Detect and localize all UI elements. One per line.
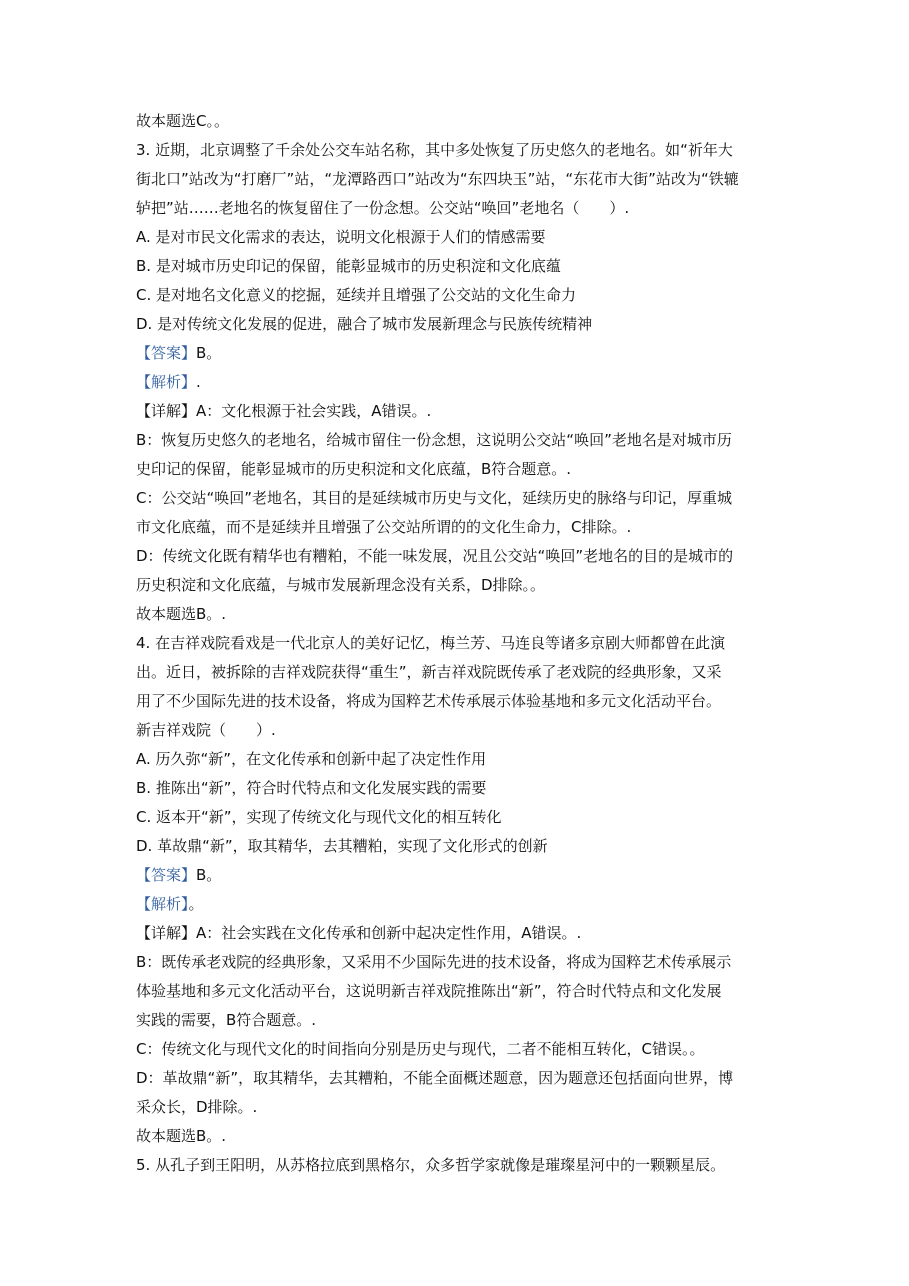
line-text: A. 历久弥“新”，在文化传承和创新中起了决定性作用 bbox=[136, 750, 487, 768]
line-text: 。 bbox=[188, 895, 204, 913]
text-line bbox=[136, 919, 773, 948]
line-text: C. 是对地名文化意义的挖掘，延续并且增强了公交站的文化生命力 bbox=[136, 286, 577, 304]
text-line bbox=[136, 165, 773, 194]
text-line bbox=[136, 397, 773, 426]
text-line bbox=[136, 1093, 773, 1122]
text-line bbox=[136, 484, 773, 513]
line-text: 采众长，D排除。. bbox=[136, 1098, 258, 1116]
text-line bbox=[136, 513, 773, 542]
text-line bbox=[136, 861, 773, 890]
section-tag: 【解析】 bbox=[136, 373, 197, 391]
text-line bbox=[136, 252, 773, 281]
line-text: 故本题选B。. bbox=[136, 605, 227, 623]
line-text: 【详解】A：文化根源于社会实践，A错误。. bbox=[136, 402, 432, 420]
text-line bbox=[136, 687, 773, 716]
line-text: D. 革故鼎“新”，取其精华，去其糟粕，实现了文化形式的创新 bbox=[136, 837, 548, 855]
text-line bbox=[136, 339, 773, 368]
line-text: 街北口”站改为“打磨厂”站，“龙潭路西口”站改为“东四块玉”站，“东花市大街”站改为“铁辘 bbox=[136, 170, 739, 188]
line-text: 史印记的保留，能彰显城市的历史积淀和文化底蕴，B符合题意。. bbox=[136, 460, 572, 478]
line-text: 4. 在吉祥戏院看戏是一代北京人的美好记忆，梅兰芳、马连良等诸多京剧大师都曾在此演 bbox=[136, 634, 726, 652]
line-text: 故本题选B。. bbox=[136, 1127, 227, 1145]
text-line bbox=[136, 107, 773, 136]
text-line bbox=[136, 948, 773, 977]
text-line bbox=[136, 368, 773, 397]
line-text: D. 是对传统文化发展的促进，融合了城市发展新理念与民族传统精神 bbox=[136, 315, 593, 333]
text-line bbox=[136, 571, 773, 600]
section-tag: 【答案】 bbox=[136, 866, 197, 884]
line-text: B. 推陈出“新”，符合时代特点和文化发展实践的需要 bbox=[136, 779, 487, 797]
text-line bbox=[136, 455, 773, 484]
text-line bbox=[136, 658, 773, 687]
text-line bbox=[136, 194, 773, 223]
line-text: C：公交站“唤回”老地名，其目的是延续城市历史与文化，延续历史的脉络与印记，厚重城 bbox=[136, 489, 733, 507]
line-text: 市文化底蕴，而不是延续并且增强了公交站所谓的的文化生命力，C排除。. bbox=[136, 518, 632, 536]
text-line bbox=[136, 774, 773, 803]
line-text: 【详解】A：社会实践在文化传承和创新中起决定性作用，A错误。. bbox=[136, 924, 582, 942]
text-line bbox=[136, 1006, 773, 1035]
line-text: 轳把”站……老地名的恢复留住了一份念想。公交站“唤回”老地名（ ）. bbox=[136, 199, 630, 217]
section-tag: 【答案】 bbox=[136, 344, 197, 362]
line-text: 用了不少国际先进的技术设备，将成为国粹艺术传承展示体验基地和多元文化活动平台。 bbox=[136, 692, 722, 710]
text-line bbox=[136, 1035, 773, 1064]
text-line bbox=[136, 890, 773, 919]
text-line bbox=[136, 1064, 773, 1093]
line-text: 新吉祥戏院（ ）. bbox=[136, 721, 276, 739]
text-line bbox=[136, 1151, 773, 1180]
line-text: 3. 近期，北京调整了千余处公交车站名称，其中多处恢复了历史悠久的老地名。如“祈年大 bbox=[136, 141, 733, 159]
line-text: B：恢复历史悠久的老地名，给城市留住一份念想，这说明公交站“唤回”老地名是对城市历 bbox=[136, 431, 732, 449]
text-line bbox=[136, 600, 773, 629]
line-text: B：既传承老戏院的经典形象，又采用不少国际先进的技术设备，将成为国粹艺术传承展示 bbox=[136, 953, 732, 971]
text-line bbox=[136, 832, 773, 861]
line-text: 故本题选C。。 bbox=[136, 112, 229, 130]
text-line bbox=[136, 426, 773, 455]
line-text: D：传统文化既有精华也有糟粕，不能一味发展，况且公交站“唤回”老地名的目的是城市的 bbox=[136, 547, 734, 565]
text-line bbox=[136, 136, 773, 165]
text-line bbox=[136, 281, 773, 310]
text-line bbox=[136, 310, 773, 339]
line-text: C. 返本开“新”，实现了传统文化与现代文化的相互转化 bbox=[136, 808, 502, 826]
line-text: A. 是对市民文化需求的表达，说明文化根源于人们的情感需要 bbox=[136, 228, 546, 246]
text-line bbox=[136, 745, 773, 774]
line-text: B. 是对城市历史印记的保留，能彰显城市的历史积淀和文化底蕴 bbox=[136, 257, 561, 275]
line-text: D：革故鼎“新”，取其精华，去其糟粕，不能全面概述题意，因为题意还包括面向世界，博 bbox=[136, 1069, 734, 1087]
text-line bbox=[136, 223, 773, 252]
line-text: B。 bbox=[196, 344, 222, 362]
text-line bbox=[136, 716, 773, 745]
text-line bbox=[136, 542, 773, 571]
line-text: B。 bbox=[196, 866, 222, 884]
line-text: 出。近日，被拆除的吉祥戏院获得“重生”，新吉祥戏院既传承了老戏院的经典形象，又采 bbox=[136, 663, 722, 681]
text-line bbox=[136, 803, 773, 832]
line-text: 5. 从孔子到王阳明，从苏格拉底到黑格尔，众多哲学家就像是璀璨星河中的一颗颗星辰。 bbox=[136, 1156, 726, 1174]
text-line bbox=[136, 1122, 773, 1151]
line-text: . bbox=[196, 373, 201, 391]
line-text: 体验基地和多元文化活动平台，这说明新吉祥戏院推陈出“新”，符合时代特点和文化发展 bbox=[136, 982, 722, 1000]
line-text: 实践的需要，B符合题意。. bbox=[136, 1011, 317, 1029]
text-line bbox=[136, 977, 773, 1006]
line-text: 历史积淀和文化底蕴，与城市发展新理念没有关系，D排除。。 bbox=[136, 576, 546, 594]
section-tag: 【解析】 bbox=[136, 895, 189, 913]
text-line bbox=[136, 629, 773, 658]
line-text: C：传统文化与现代文化的时间指向分别是历史与现代，二者不能相互转化，C错误。。 bbox=[136, 1040, 705, 1058]
